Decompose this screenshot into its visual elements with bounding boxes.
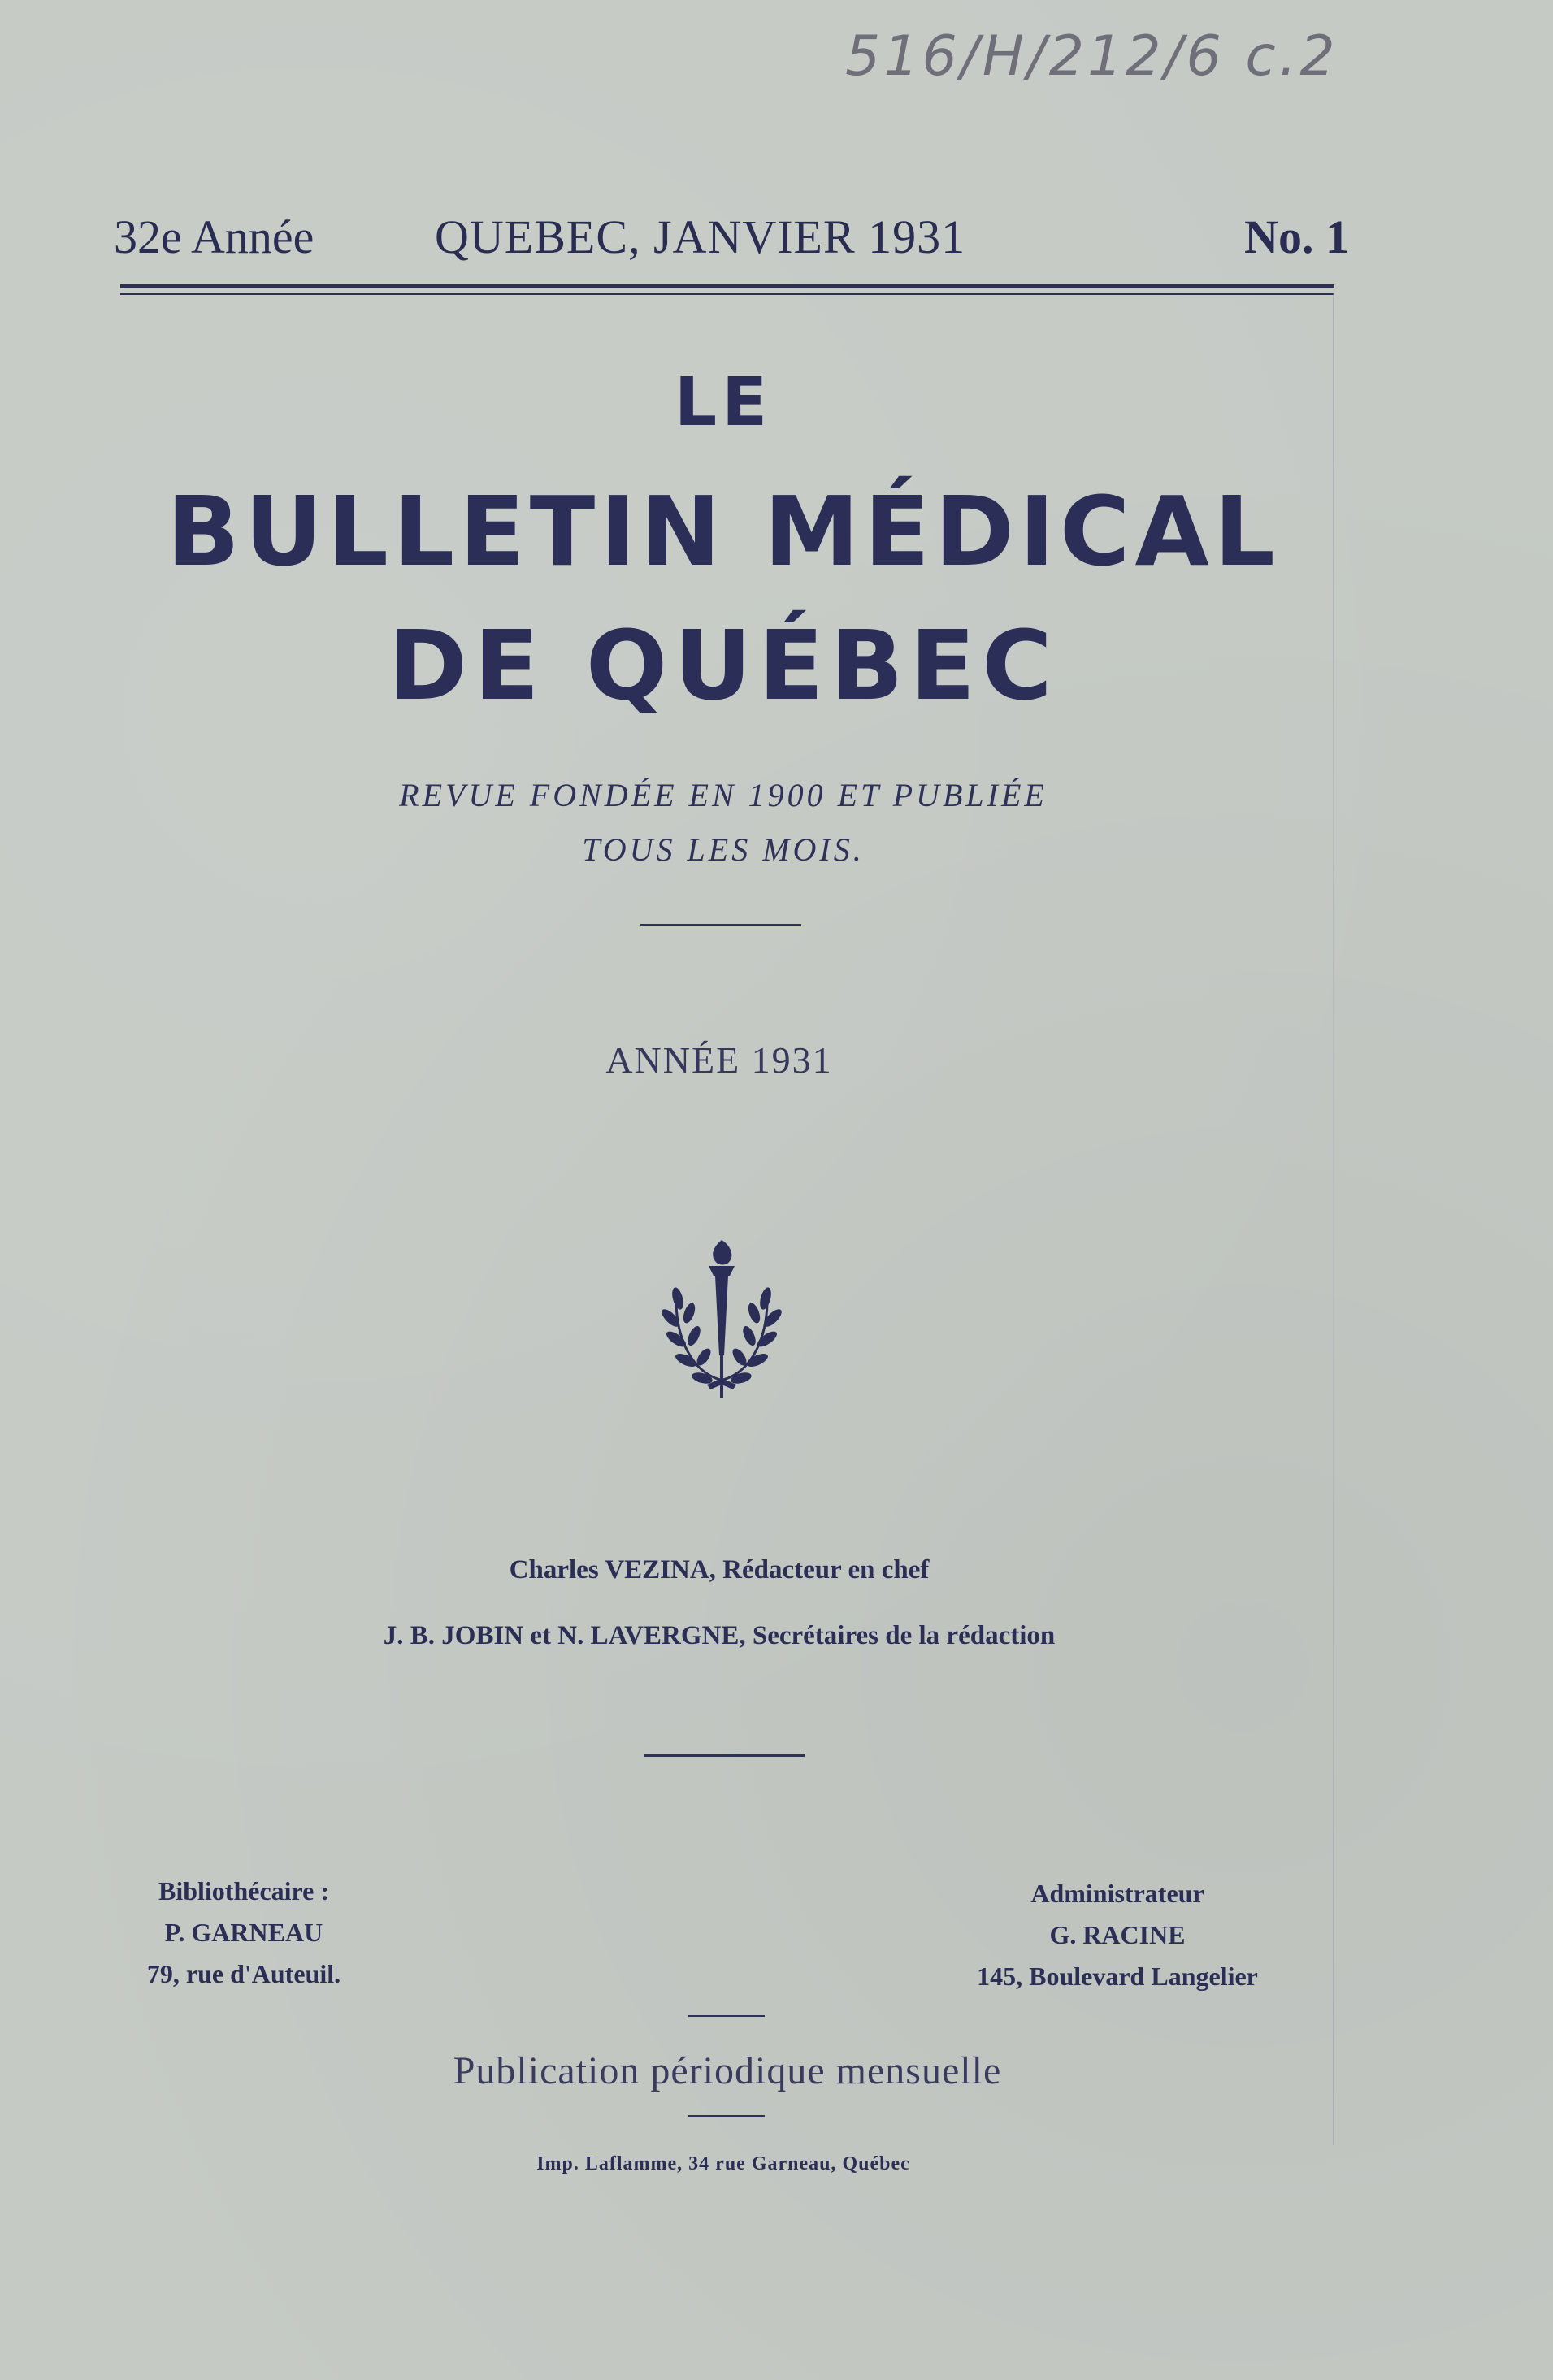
masthead-row (114, 210, 1349, 275)
divider-rule-4 (688, 2115, 765, 2117)
divider-rule-1 (640, 924, 801, 926)
tagline-line-1: REVUE FONDÉE EN 1900 ET PUBLIÉE (399, 777, 1048, 813)
torch-laurel-emblem-icon (660, 1233, 783, 1399)
divider-rule-2 (644, 1754, 805, 1757)
volume-label: 32e Année (114, 210, 315, 263)
title-sub: DE QUÉBEC (388, 609, 1059, 722)
administrator-block (967, 1873, 1268, 1997)
divider-rule-3 (688, 2015, 765, 2017)
librarian-name: P. GARNEAU (164, 1918, 323, 1947)
issue-number-label: No. 1 (1244, 210, 1349, 263)
year-label: ANNÉE 1931 (605, 1039, 833, 1081)
administrator-name: G. RACINE (1049, 1920, 1186, 1949)
editor-credit: Charles VEZINA, Rédacteur en chef (509, 1555, 930, 1584)
title-article: LE (674, 364, 773, 441)
title-main: BULLETIN MÉDICAL (167, 475, 1280, 587)
secretaries-credit: J. B. JOBIN et N. LAVERGNE, Secrétaires de la rédaction (383, 1621, 1056, 1650)
publication-note: Publication périodique mensuelle (453, 2049, 1002, 2092)
librarian-role: Bibliothécaire : (158, 1876, 330, 1905)
masthead-rule-thick (120, 284, 1334, 288)
printer-imprint: Imp. Laflamme, 34 rue Garneau, Québec (536, 2153, 910, 2174)
administrator-role: Administrateur (1030, 1879, 1204, 1908)
tagline-line-2: TOUS LES MOIS. (582, 831, 865, 868)
librarian-block (98, 1871, 390, 1995)
librarian-address: 79, rue d'Auteuil. (146, 1959, 341, 1988)
administrator-address: 145, Boulevard Langelier (977, 1962, 1258, 1991)
handwritten-call-number: 516/H/212/6 c.2 (845, 24, 1338, 89)
place-date-label: QUEBEC, JANVIER 1931 (435, 210, 966, 263)
masthead-rule-thin (120, 293, 1334, 295)
